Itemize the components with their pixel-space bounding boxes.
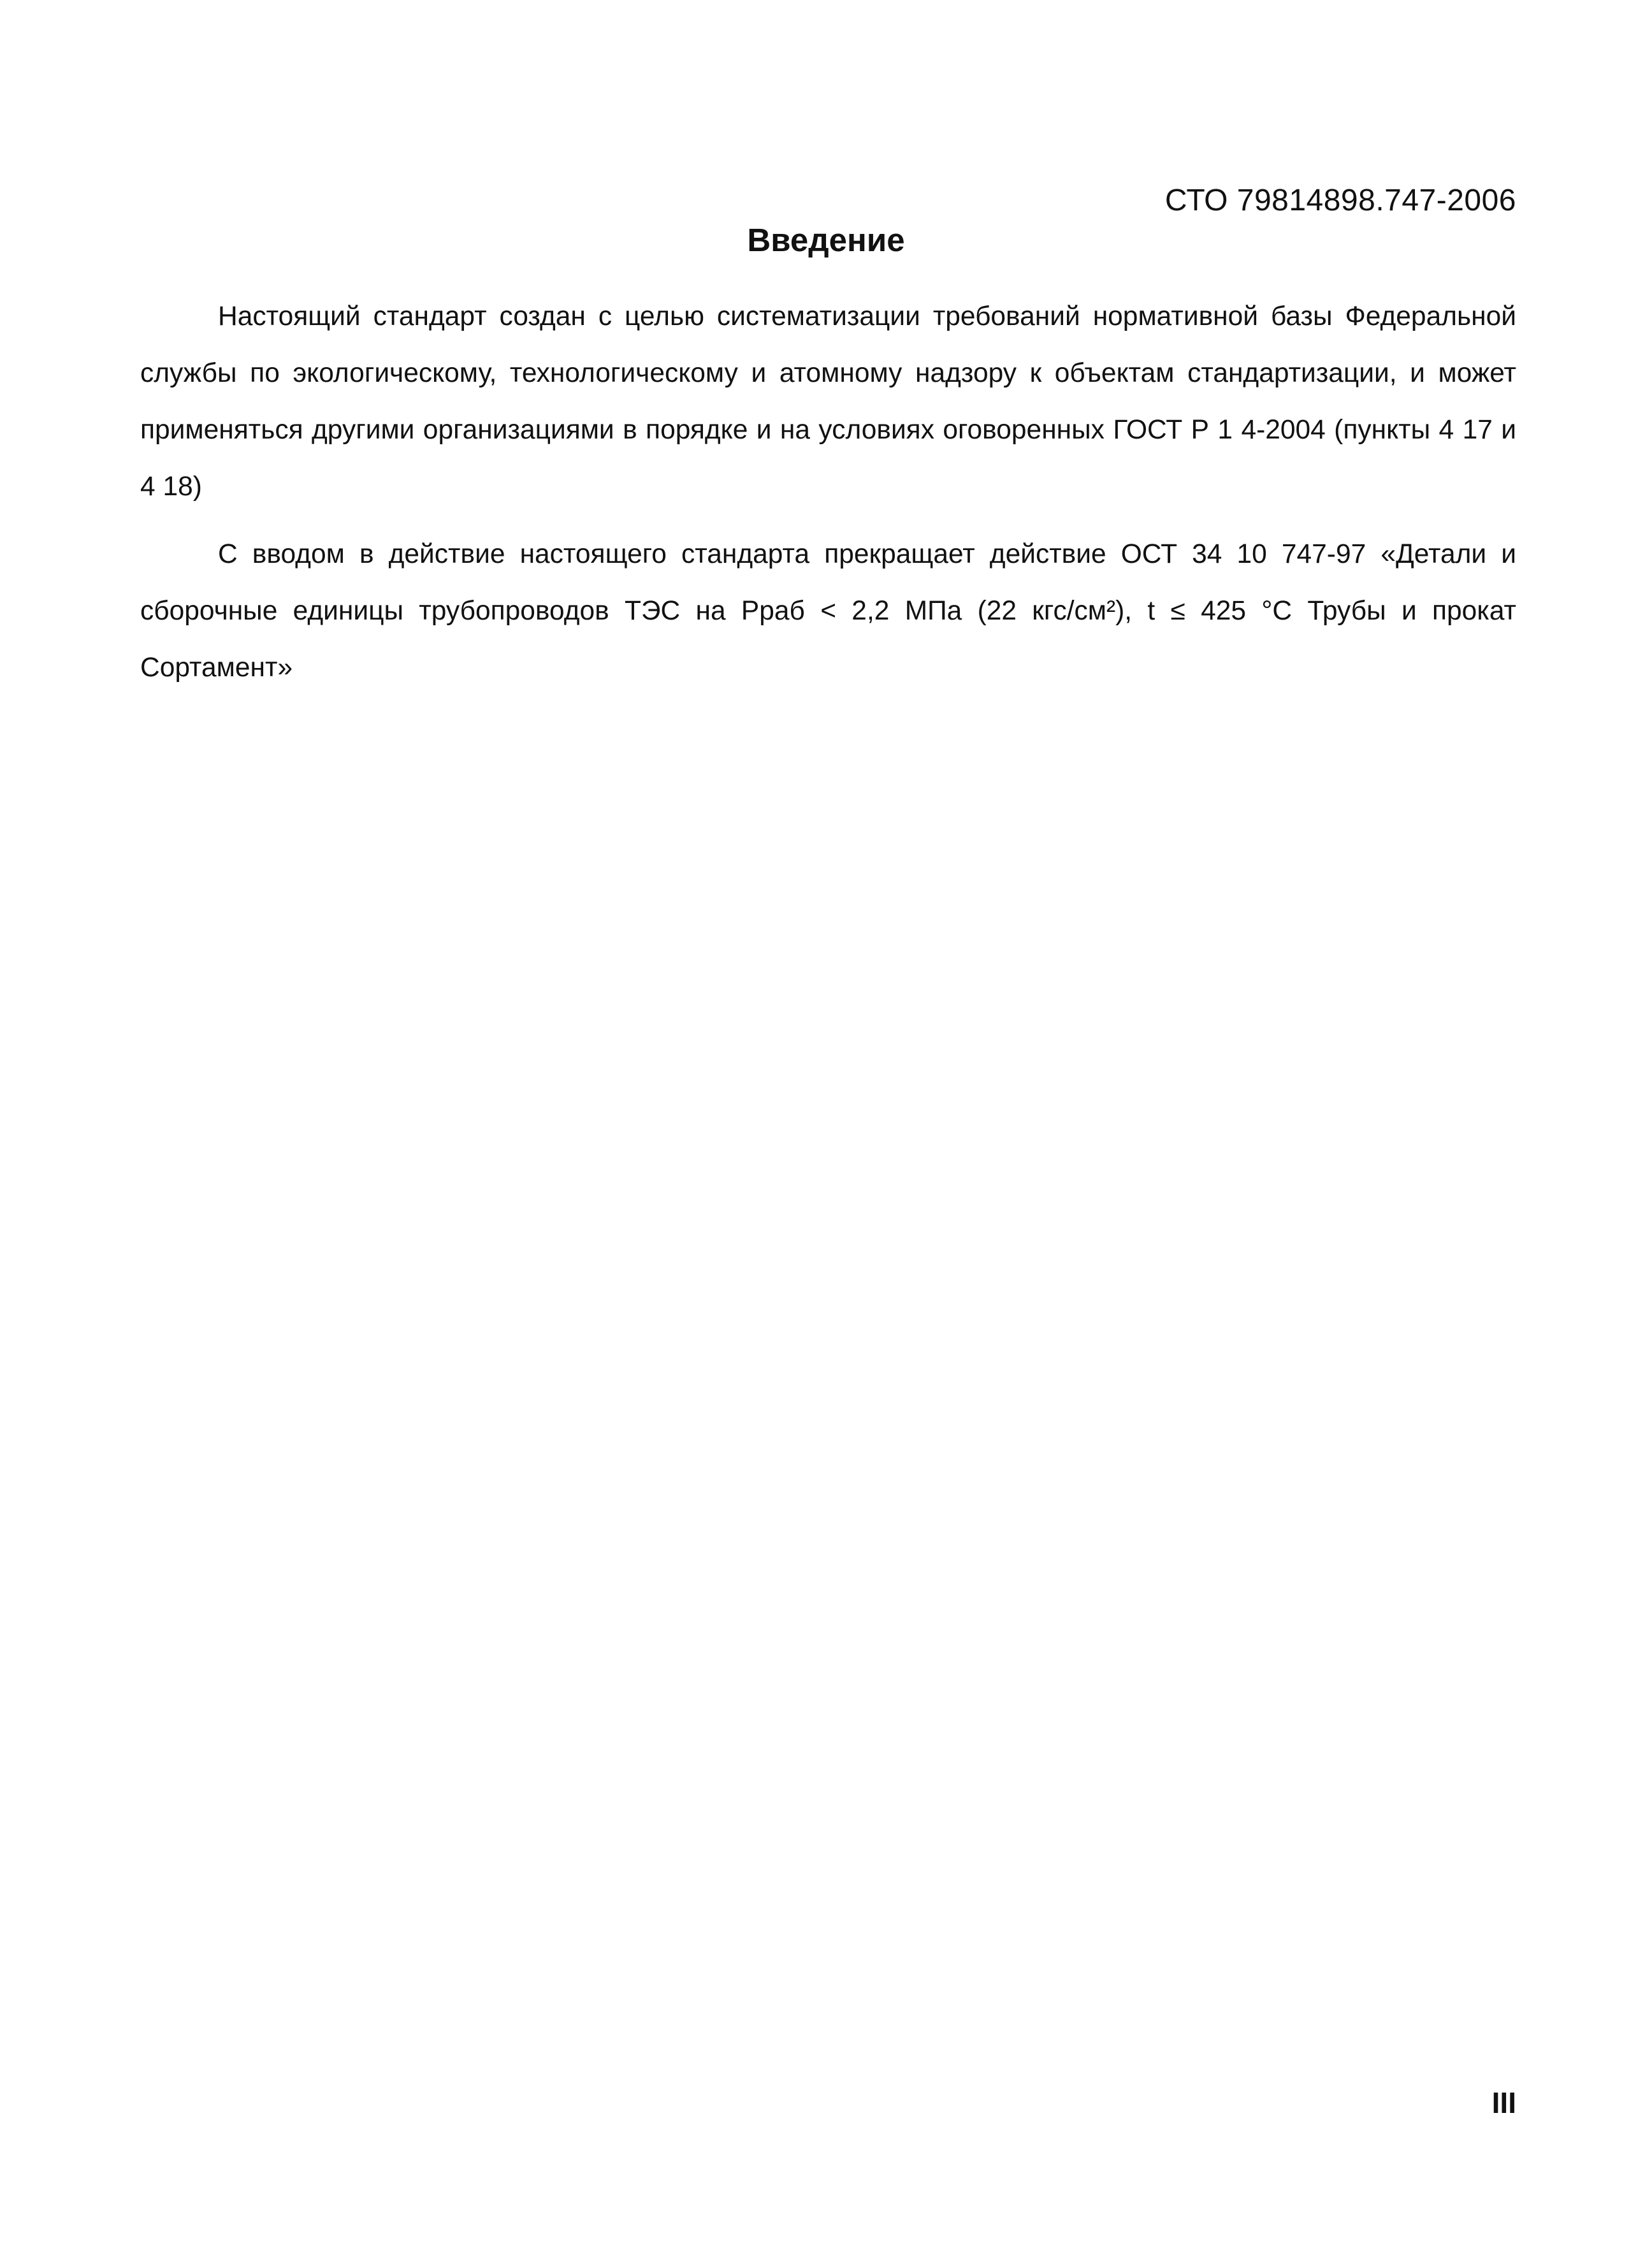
page-number: III [1491, 2086, 1516, 2119]
paragraph-replacement: С вводом в действие настоящего стандарта прекращает действие ОСТ 34 10 747-97 «Детали и сборочные единицы трубопроводов ТЭС на Рраб < 2,2 МПа (22 кгс/см²), t ≤ 425 °С Трубы и прокат Сортамент» [140, 539, 1516, 683]
body-text [140, 288, 1516, 696]
paragraph-purpose: Настоящий стандарт создан с целью систематизации требований нормативной базы Федеральной службы по экологическому, технологическому и атомному надзору к объектам стандартизации, и может применяться другими организациями в порядке и на условиях оговоренных ГОСТ Р 1 4-2004 (пункты 4 17 и 4 18) [140, 301, 1516, 502]
document-code: СТО 79814898.747-2006 [1164, 184, 1516, 217]
section-title: Введение [747, 222, 905, 258]
